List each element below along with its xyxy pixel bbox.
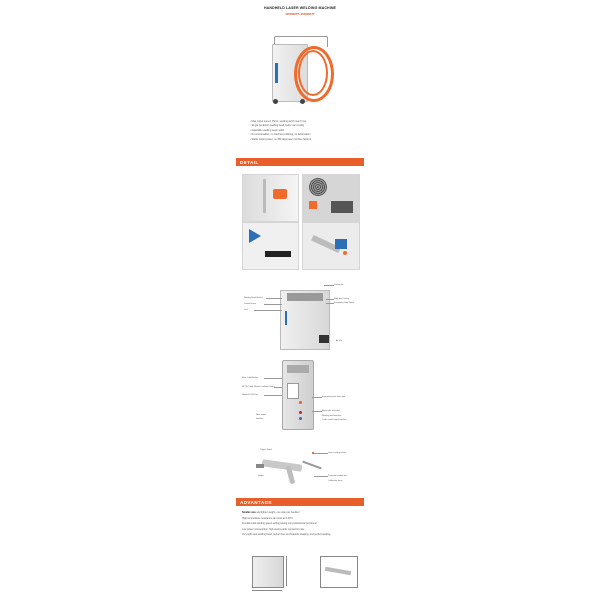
water-port <box>299 411 302 414</box>
feature-item: • Stable output power, no 350 days laser combine failures <box>250 138 354 142</box>
feature-item: • Single pendulum welding head, built-in air cooling <box>250 124 354 128</box>
callout-label: Jack <box>244 309 248 311</box>
machine-top-view <box>280 290 330 350</box>
callout-label: Welding head interface <box>322 415 342 417</box>
brand-mark-icon <box>249 229 261 243</box>
footrest <box>319 335 329 343</box>
welding-gun-diagram <box>242 452 358 490</box>
advantage-text: Low power consumption, high electro-optic conversion rate <box>242 527 305 531</box>
advantage-heading: ADVANTAGE <box>240 499 273 505</box>
rear-grille <box>287 365 309 373</box>
power-port <box>299 401 302 404</box>
product-page <box>236 0 364 600</box>
callout-label: Equipment power input port <box>322 396 346 398</box>
advantage-list <box>242 510 360 538</box>
callout-label: MCCB, Diode Breaker, Isolation Switch <box>242 386 275 388</box>
detail-photo-handle <box>242 174 299 222</box>
brand-strip <box>275 63 278 83</box>
callout-label: Control button <box>244 303 256 305</box>
callout-label: Fiber bay Cooling <box>334 298 349 300</box>
hose-coil-inner <box>298 50 328 96</box>
callout-label: Holder <box>258 475 264 477</box>
handle-bar <box>263 179 266 213</box>
cooling-fan-icon <box>309 178 327 196</box>
advantage-text: Fundamental welding speed setting saving non-professional personnel <box>242 522 317 526</box>
gun-button <box>343 251 347 255</box>
gun-outline <box>325 567 351 575</box>
callout-label: Fiber Cable/Socket <box>242 377 259 379</box>
dimension-line <box>286 556 287 586</box>
orange-part <box>309 201 317 209</box>
gun-cable <box>302 461 321 470</box>
callout-label: Water inlet and outlet <box>322 410 340 412</box>
callout-label: Chiller control signal interface <box>322 419 347 421</box>
rear-panel <box>287 383 299 399</box>
advantage-bold: Smaller size <box>242 511 256 514</box>
hero-machine-image <box>264 30 338 110</box>
detail-heading: DETAIL <box>240 159 259 165</box>
page-title: HANDHELD LASER WELDING MACHINE <box>263 6 337 10</box>
advantage-item <box>242 532 360 538</box>
feature-list <box>250 120 354 142</box>
detail-photo-gun <box>302 222 360 270</box>
footrest <box>265 251 291 257</box>
panel-block <box>331 201 353 213</box>
machine-rear-view <box>282 360 314 430</box>
top-tray <box>287 293 323 301</box>
callout-label: Collimation focus <box>328 480 343 482</box>
detail-photo-fan <box>302 174 360 222</box>
gun-nozzle <box>256 464 264 468</box>
advantage-text: High temperature resistance can work at 0-40°C <box>242 516 294 520</box>
feature-item: • Adjustable welding seam width <box>250 129 354 133</box>
advantage-section-header <box>236 498 364 506</box>
callout-label: Trigger Switch <box>260 449 273 451</box>
gun-panel <box>335 239 347 249</box>
dimension-line <box>252 590 282 591</box>
feature-item: • Max output speed: 15m/s, welding depth max 6 mm <box>250 120 354 124</box>
hose-connector <box>273 189 287 199</box>
callout-label: Interface <box>256 418 264 420</box>
advantage-text: Very light spot welding head, perfect fine and beautiful shaping, and perfect welding <box>242 533 331 537</box>
wheel <box>273 99 278 104</box>
callout-label: Laser emitting nozzle <box>328 452 346 454</box>
callout-label: Network RJ45 Port <box>242 394 258 396</box>
callout-label: Air inlet <box>336 340 343 342</box>
callout-label: Protection window lens <box>328 475 348 477</box>
callout-label: Emergency Stop Switch <box>334 302 355 304</box>
callout-dot <box>312 452 314 454</box>
feature-item: • No consumables, no machine polishing, no deformation <box>250 133 354 137</box>
gun-body <box>262 459 303 471</box>
detail-section-header <box>236 158 364 166</box>
dimension-machine-drawing <box>252 556 284 588</box>
callout-label: Fiber output <box>256 414 267 416</box>
power-range: 1000WATT~2000WATT <box>285 12 315 16</box>
water-port <box>299 417 302 420</box>
wheel <box>300 99 305 104</box>
detail-photo-pedal <box>242 222 299 270</box>
advantage-text: and lighter weight, one side can handle it <box>255 511 300 514</box>
brand-strip <box>285 311 287 325</box>
callout-label: Welding Head Bracket <box>244 297 263 299</box>
callout-label: Cooling fan <box>334 284 344 286</box>
dimension-gun-drawing <box>320 556 358 588</box>
